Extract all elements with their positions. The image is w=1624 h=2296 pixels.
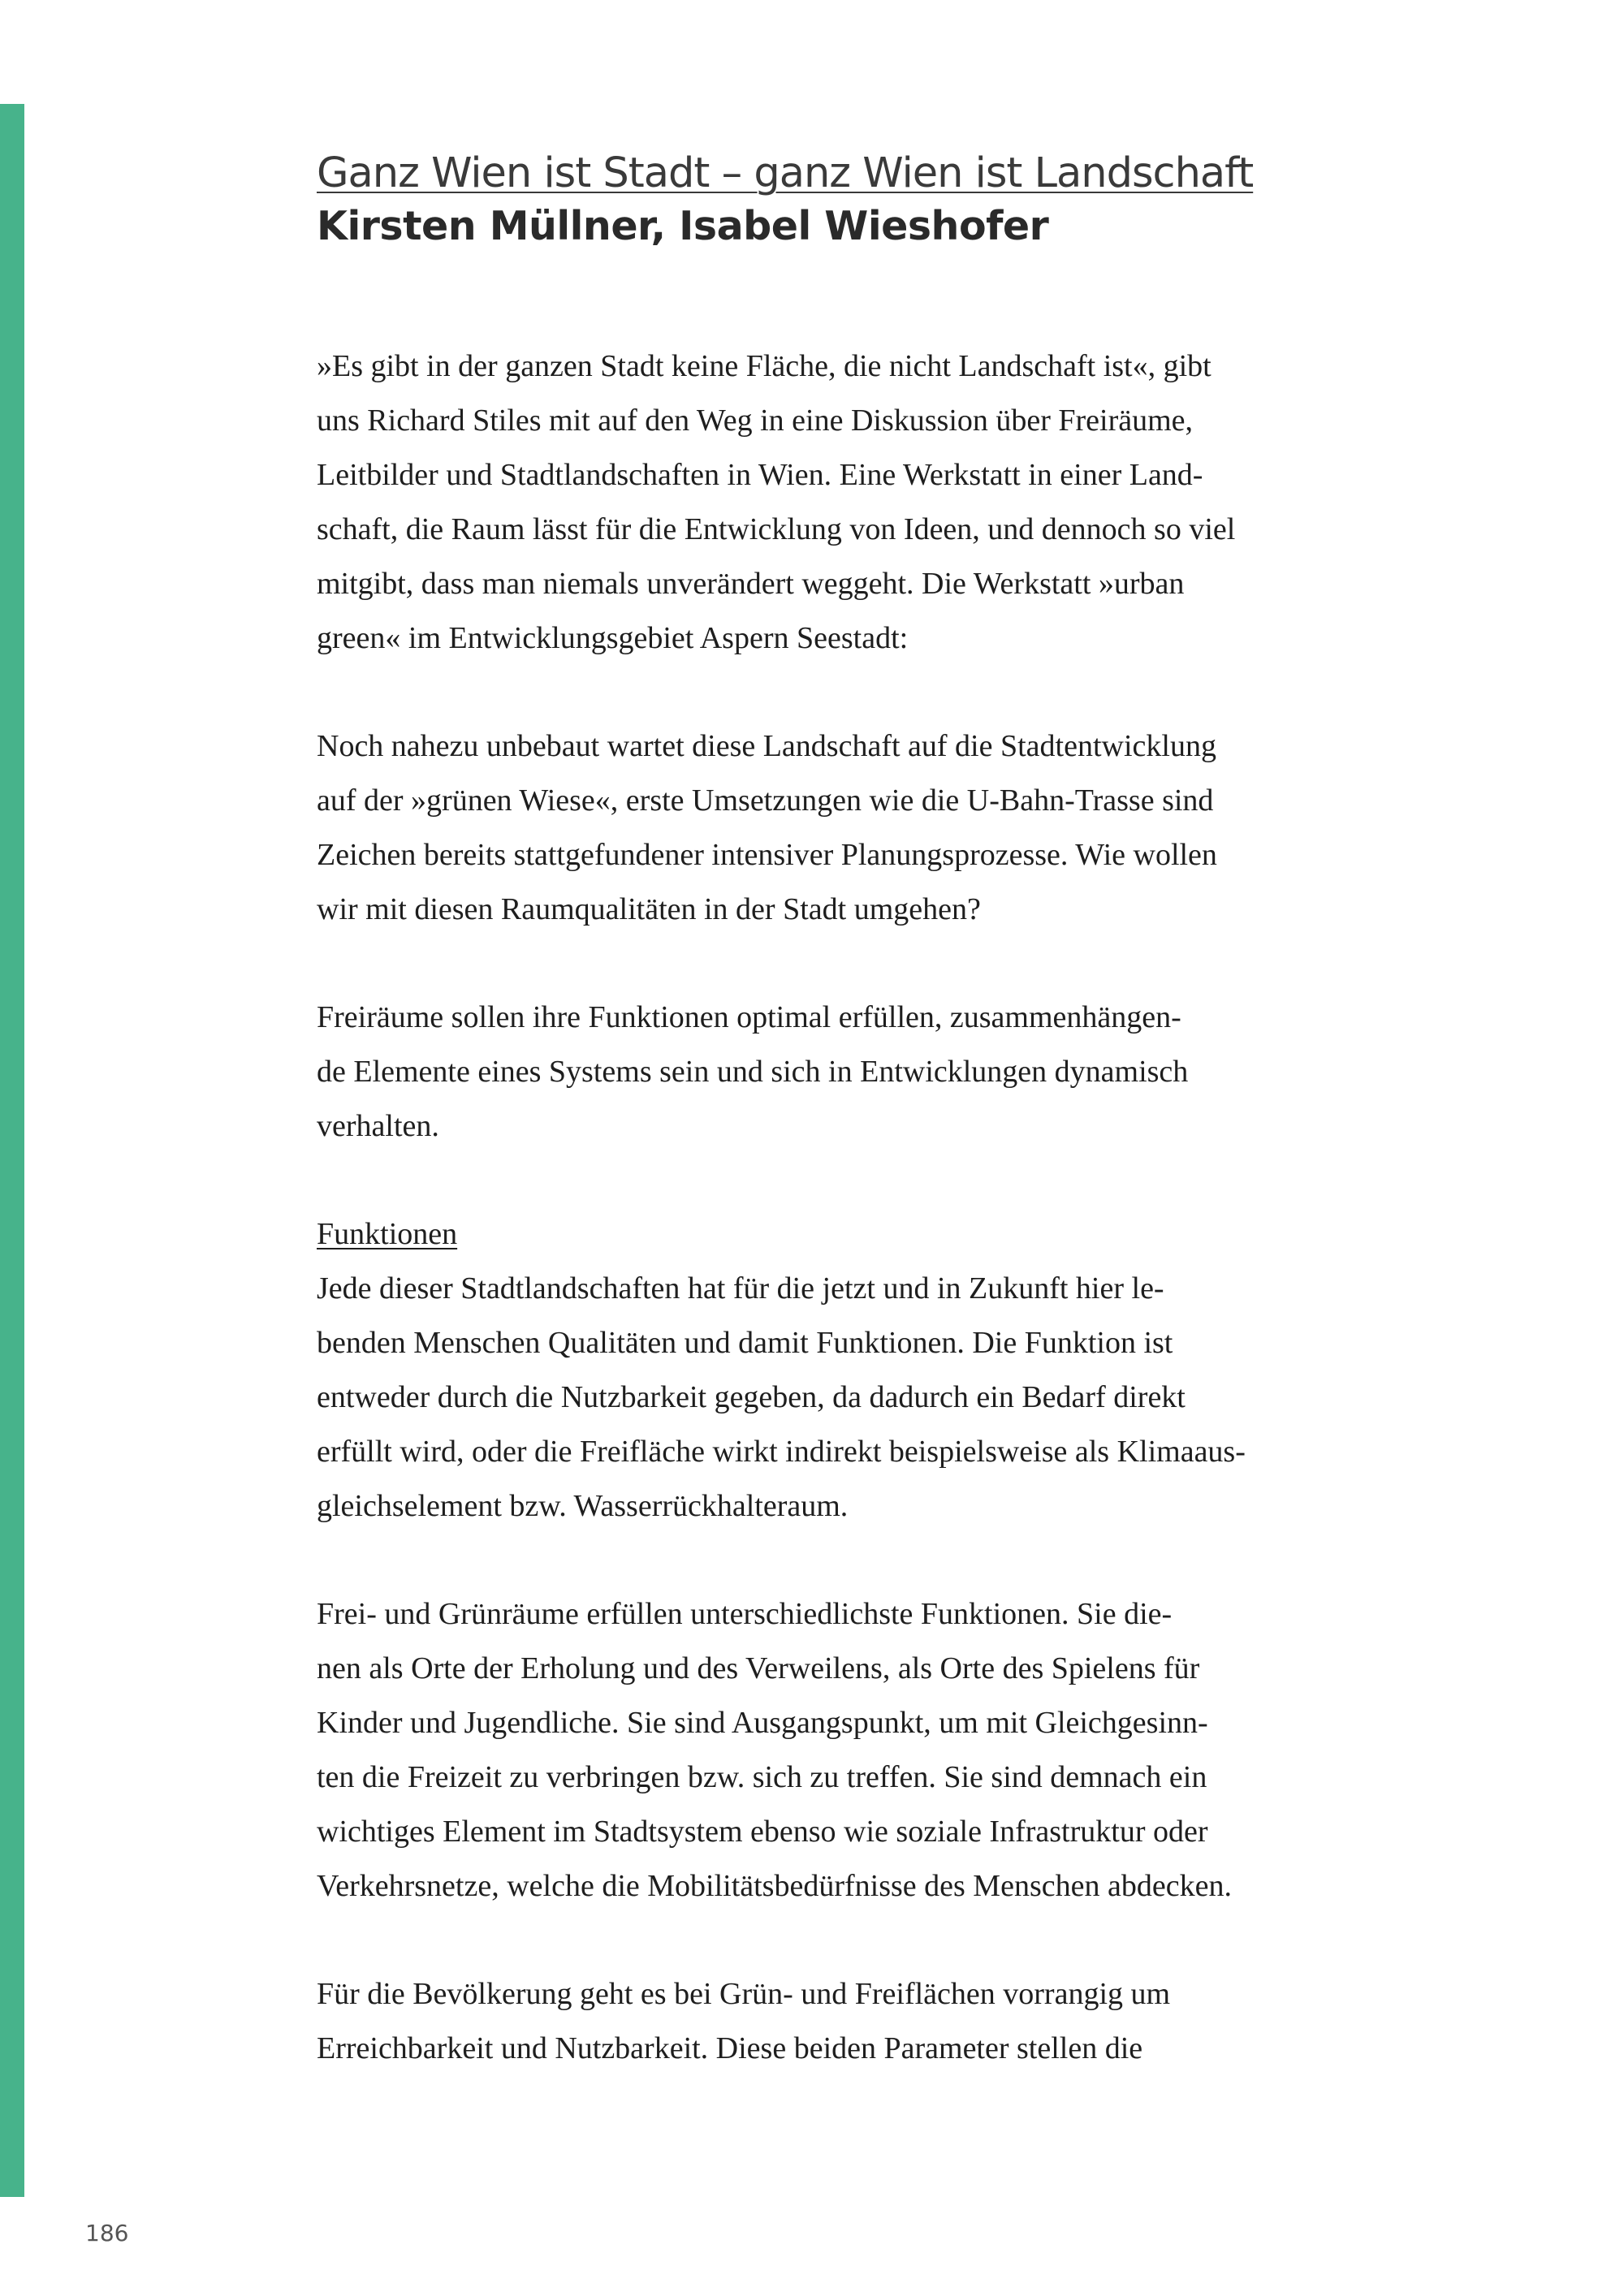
text-line: Für die Bevölkerung geht es bei Grün- und Freiflächen vorrangig um bbox=[317, 1977, 1171, 2011]
text-line: »Es gibt in der ganzen Stadt keine Fläche, die nicht Landschaft ist«, gibt bbox=[317, 349, 1212, 383]
text-line: Kinder und Jugendliche. Sie sind Ausgangspunkt, um mit Gleichgesinn- bbox=[317, 1706, 1208, 1740]
text-line: Erreichbarkeit und Nutzbarkeit. Diese beiden Parameter stellen die bbox=[317, 2031, 1143, 2065]
text-line: wichtiges Element im Stadtsystem ebenso wie soziale Infrastruktur oder bbox=[317, 1815, 1208, 1849]
text-line: Frei- und Grünräume erfüllen unterschiedlichste Funktionen. Sie die- bbox=[317, 1597, 1173, 1631]
article-title: Ganz Wien ist Stadt – ganz Wien ist Landschaft bbox=[317, 149, 1254, 197]
text-line: gleichselement bzw. Wasserrückhalteraum. bbox=[317, 1489, 849, 1523]
paragraph-gruenraeume bbox=[317, 1587, 1340, 1914]
text-line: mitgibt, dass man niemals unverändert weggeht. Die Werkstatt »urban bbox=[317, 567, 1185, 601]
text-line: schaft, die Raum lässt für die Entwicklung von Ideen, und dennoch so viel bbox=[317, 512, 1236, 546]
paragraph-freiraeume bbox=[317, 990, 1340, 1154]
paragraph-bevoelkerung bbox=[317, 1967, 1340, 2076]
text-line: benden Menschen Qualitäten und damit Funktionen. Die Funktion ist bbox=[317, 1326, 1173, 1360]
paragraph-funktionen bbox=[317, 1207, 1340, 1534]
section-subheading: Funktionen bbox=[317, 1217, 458, 1251]
article-authors: Kirsten Müllner, Isabel Wieshofer bbox=[317, 203, 1049, 249]
text-line: Jede dieser Stadtlandschaften hat für die jetzt und in Zukunft hier le- bbox=[317, 1271, 1164, 1306]
text-line: auf der »grünen Wiese«, erste Umsetzungen wie die U-Bahn-Trasse sind bbox=[317, 783, 1214, 818]
text-line: Leitbilder und Stadtlandschaften in Wien. Eine Werkstatt in einer Land- bbox=[317, 458, 1203, 492]
text-line: green« im Entwicklungsgebiet Aspern Seestadt: bbox=[317, 621, 909, 655]
accent-side-bar bbox=[0, 104, 24, 2197]
text-line: ten die Freizeit zu verbringen bzw. sich zu treffen. Sie sind demnach ein bbox=[317, 1760, 1207, 1794]
paragraph-intro bbox=[317, 339, 1340, 666]
text-line: verhalten. bbox=[317, 1109, 439, 1143]
article-header bbox=[317, 148, 1340, 253]
text-line: nen als Orte der Erholung und des Verweilens, als Orte des Spielens für bbox=[317, 1651, 1200, 1685]
paragraph-landscape bbox=[317, 719, 1340, 937]
text-line: wir mit diesen Raumqualitäten in der Stadt umgehen? bbox=[317, 892, 981, 926]
text-line: erfüllt wird, oder die Freifläche wirkt indirekt beispielsweise als Klimaaus- bbox=[317, 1435, 1246, 1469]
article-body bbox=[317, 339, 1340, 2130]
text-line: Noch nahezu unbebaut wartet diese Landschaft auf die Stadtentwicklung bbox=[317, 729, 1216, 763]
text-line: Verkehrsnetze, welche die Mobilitätsbedürfnisse des Menschen abdecken. bbox=[317, 1869, 1232, 1903]
text-line: entweder durch die Nutzbarkeit gegeben, da dadurch ein Bedarf direkt bbox=[317, 1380, 1186, 1414]
text-line: de Elemente eines Systems sein und sich in Entwicklungen dynamisch bbox=[317, 1055, 1189, 1089]
page-number: 186 bbox=[85, 2220, 129, 2246]
text-line: Freiräume sollen ihre Funktionen optimal erfüllen, zusammenhängen- bbox=[317, 1000, 1181, 1034]
text-line: Zeichen bereits stattgefundener intensiver Planungsprozesse. Wie wollen bbox=[317, 838, 1217, 872]
text-line: uns Richard Stiles mit auf den Weg in eine Diskussion über Freiräume, bbox=[317, 404, 1194, 438]
